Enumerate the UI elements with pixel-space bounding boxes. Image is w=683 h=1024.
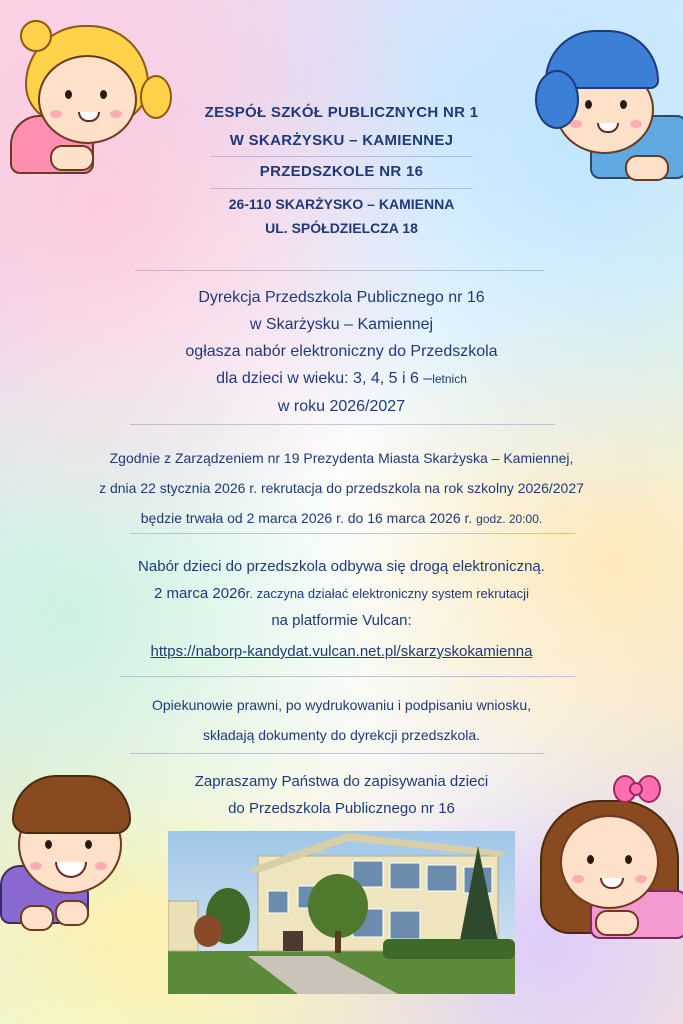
header-school-name: ZESPÓŁ SZKÓŁ PUBLICZNYCH NR 1 (204, 104, 479, 121)
regulation-block (0, 443, 683, 534)
announcement-line: Dyrekcja Przedszkola Publicznego nr 16 (198, 289, 485, 306)
regulation-hour: godz. 20:00. (476, 512, 543, 526)
electronic-line: Nabór dzieci do przedszkola odbywa się drogą elektroniczną. (138, 558, 545, 575)
invite-line: Zapraszamy Państwa do zapisywania dzieci (194, 773, 489, 790)
building-photo (168, 831, 515, 994)
divider (210, 188, 473, 189)
electronic-platform: na platformie Vulcan: (271, 612, 412, 629)
electronic-line (0, 580, 683, 607)
guardians-block (0, 690, 683, 750)
announcement-ages: dla dzieci w wieku: 3, 4, 5 i 6 – (216, 370, 433, 387)
electronic-date: 2 marca 2026 (154, 585, 246, 602)
header-street: UL. SPÓŁDZIELCZA 18 (265, 220, 418, 236)
vulcan-link[interactable]: https://naborp-kandydat.vulcan.net.pl/skarzyskokamienna (150, 643, 533, 660)
divider (130, 424, 555, 425)
electronic-block (0, 553, 683, 665)
guardians-line: Opiekunowie prawni, po wydrukowaniu i podpisaniu wniosku, (152, 697, 531, 713)
header-kindergarten: PRZEDSZKOLE NR 16 (259, 163, 424, 180)
guardians-line: składają dokumenty do dyrekcji przedszkola. (202, 727, 481, 743)
regulation-line: Zgodnie z Zarządzeniem nr 19 Prezydenta Miasta Skarżyska – Kamiennej, (109, 450, 574, 466)
announcement-line: w Skarżysku – Kamiennej (249, 316, 434, 333)
regulation-dates: będzie trwała od 2 marca 2026 r. do 16 marca 2026 r. (140, 510, 473, 526)
regulation-line: z dnia 22 stycznia 2026 r. rekrutacja do przedszkola na rok szkolny 2026/2027 (99, 480, 584, 496)
invite-line: do Przedszkola Publicznego nr 16 (228, 800, 455, 817)
divider (120, 676, 575, 677)
divider (135, 270, 545, 271)
electronic-system: r. zaczyna działać elektroniczny system rekrutacji (245, 586, 529, 601)
regulation-line (0, 503, 683, 534)
divider (130, 753, 545, 754)
header-school-city: W SKARŻYSKU – KAMIENNEJ (229, 132, 454, 149)
announcement-line (0, 365, 683, 393)
announcement-block (0, 284, 683, 420)
announcement-year: w roku 2026/2027 (277, 398, 406, 415)
announcement-ages-suffix: letnich (432, 372, 467, 386)
divider (210, 156, 473, 157)
header-postcode-city: 26-110 SKARŻYSKO – KAMIENNA (228, 196, 455, 212)
invite-block (0, 768, 683, 822)
announcement-line: ogłasza nabór elektroniczny do Przedszkola (185, 343, 498, 360)
divider (130, 533, 575, 534)
